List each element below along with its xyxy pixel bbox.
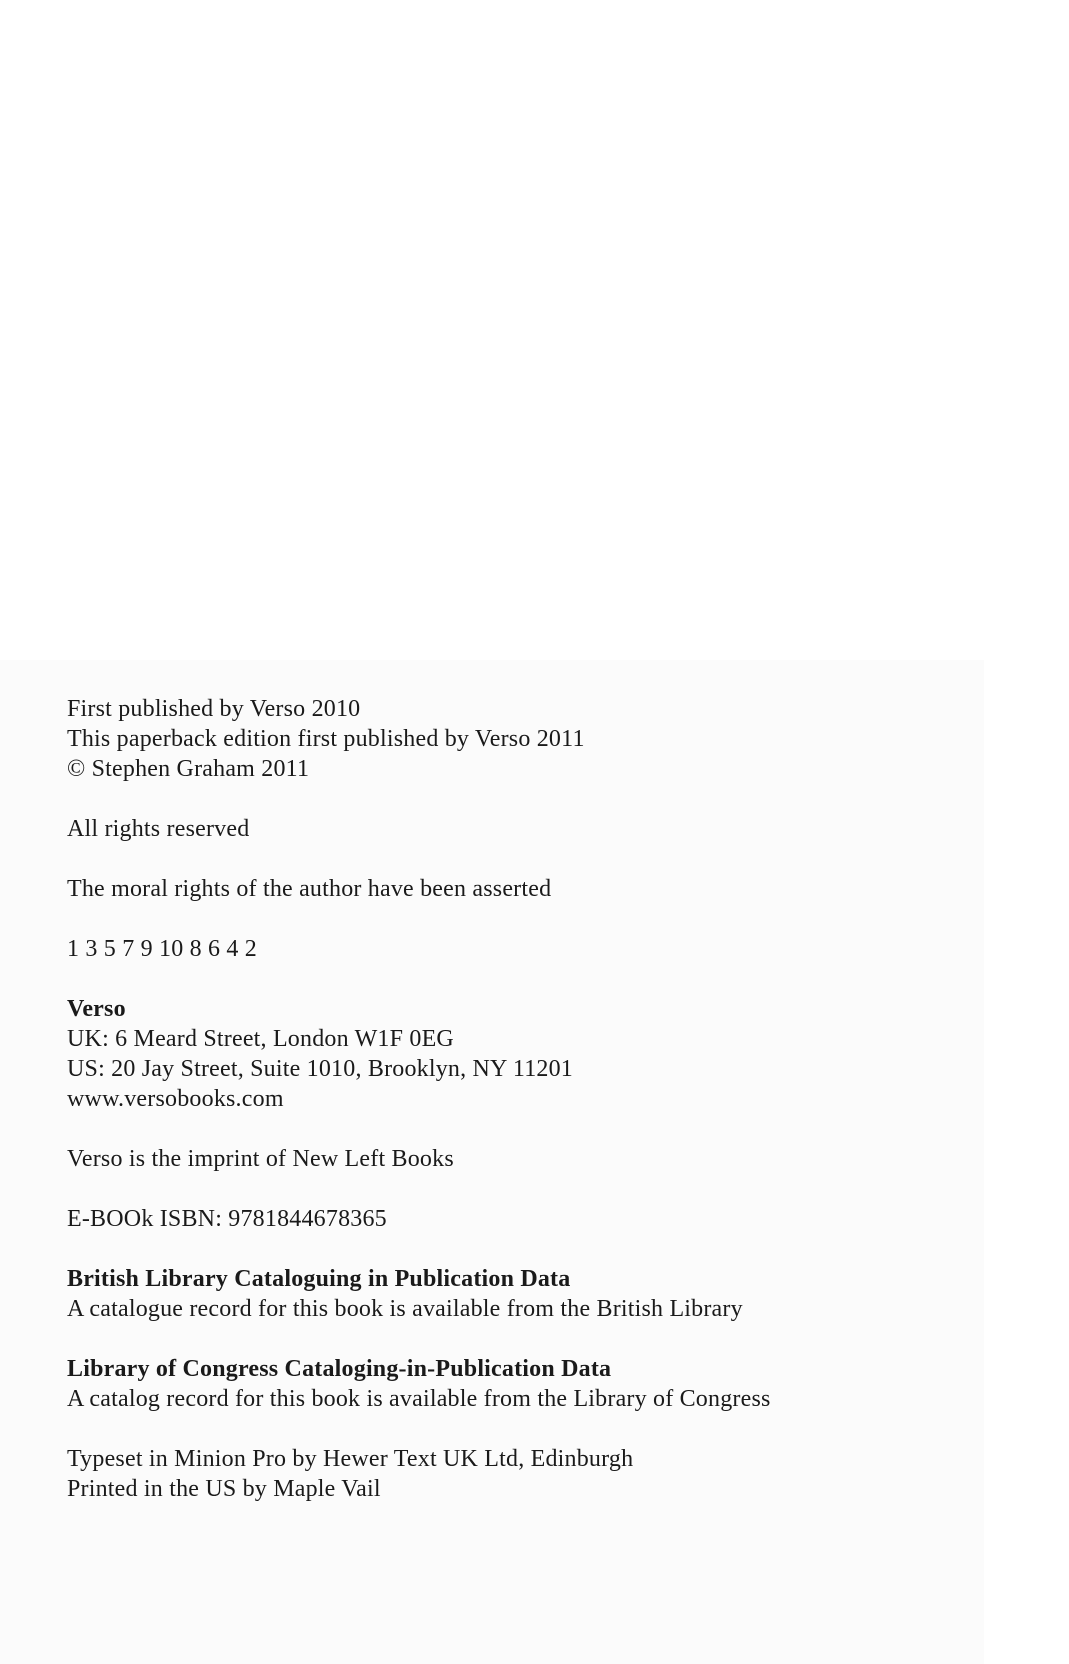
typeset-line: Typeset in Minion Pro by Hewer Text UK Ltd, Edinburgh [67,1446,634,1472]
imprint-line: Verso is the imprint of New Left Books [67,1146,454,1172]
spacer [67,1174,947,1204]
publisher-website: www.versobooks.com [67,1086,284,1112]
library-of-congress-heading: Library of Congress Cataloging-in-Publication Data [67,1356,612,1382]
all-rights-reserved-line: All rights reserved [67,816,250,842]
printing-line: 1 3 5 7 9 10 8 6 4 2 [67,936,257,962]
spacer [67,904,947,934]
copyright-line: © Stephen Graham 2011 [67,756,310,782]
spacer [67,784,947,814]
first-published-line: First published by Verso 2010 [67,696,361,722]
printed-line: Printed in the US by Maple Vail [67,1476,381,1502]
uk-address-line: UK: 6 Meard Street, London W1F 0EG [67,1026,454,1052]
copyright-text-block [67,694,947,1504]
spacer [67,1414,947,1444]
spacer [67,1234,947,1264]
spacer [67,964,947,994]
spacer [67,1114,947,1144]
spacer [67,1324,947,1354]
library-of-congress-text: A catalog record for this book is available from the Library of Congress [67,1386,771,1412]
paperback-edition-line: This paperback edition first published by Verso 2011 [67,726,585,752]
isbn-line: E-BOOk ISBN: 9781844678365 [67,1206,387,1232]
publisher-name: Verso [67,996,126,1022]
us-address-line: US: 20 Jay Street, Suite 1010, Brooklyn, NY 11201 [67,1056,574,1082]
moral-rights-line: The moral rights of the author have been asserted [67,876,552,902]
british-library-heading: British Library Cataloguing in Publication Data [67,1266,571,1292]
british-library-text: A catalogue record for this book is available from the British Library [67,1296,743,1322]
spacer [67,844,947,874]
